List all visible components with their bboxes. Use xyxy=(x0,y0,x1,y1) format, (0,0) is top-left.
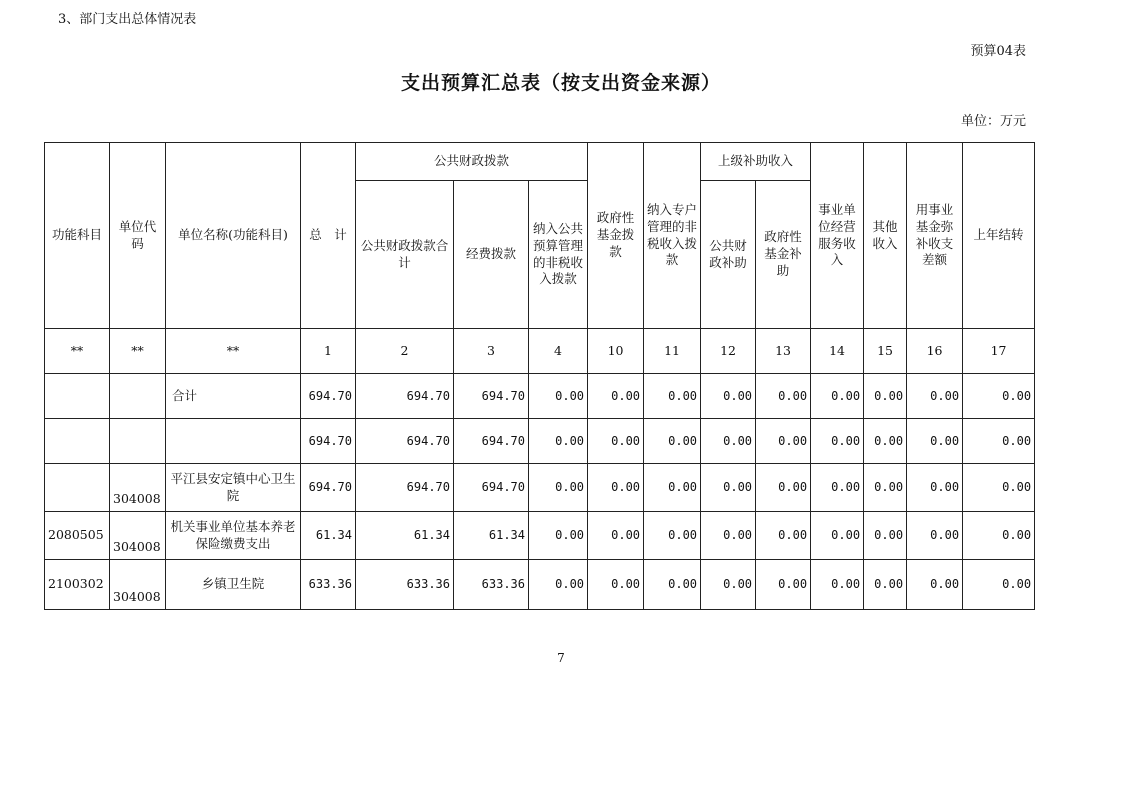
value-cell: 694.70 xyxy=(301,464,356,512)
code-cell xyxy=(110,374,166,419)
code-cell xyxy=(110,419,166,464)
func-cell: 2080505 xyxy=(45,512,110,560)
header-public-finance-subtotal: 公共财政拨款合计 xyxy=(356,181,454,329)
table-row xyxy=(45,374,1035,419)
index-cell: 1 xyxy=(301,329,356,374)
func-cell: 2100302 xyxy=(45,560,110,610)
value-cell: 0.00 xyxy=(644,560,701,610)
code-cell: 304008 xyxy=(110,464,166,512)
value-cell: 633.36 xyxy=(454,560,529,610)
table-header xyxy=(45,143,1035,374)
func-cell xyxy=(45,419,110,464)
value-cell: 0.00 xyxy=(588,512,644,560)
value-cell: 0.00 xyxy=(811,464,864,512)
index-cell: ** xyxy=(45,329,110,374)
code-cell: 304008 xyxy=(110,560,166,610)
value-cell: 0.00 xyxy=(529,419,588,464)
header-public-finance-subsidy: 公共财政补助 xyxy=(701,181,756,329)
index-cell: 13 xyxy=(756,329,811,374)
index-cell: 4 xyxy=(529,329,588,374)
value-cell: 694.70 xyxy=(301,374,356,419)
value-cell: 0.00 xyxy=(811,374,864,419)
name-cell: 平江县安定镇中心卫生院 xyxy=(166,464,301,512)
value-cell: 0.00 xyxy=(864,464,907,512)
header-special-nontax: 纳入专户管理的非税收入拨款 xyxy=(644,143,701,329)
header-gov-fund-subsidy: 政府性基金补助 xyxy=(756,181,811,329)
value-cell: 0.00 xyxy=(701,374,756,419)
index-cell: 14 xyxy=(811,329,864,374)
header-gov-fund: 政府性基金拨款 xyxy=(588,143,644,329)
header-public-finance-group: 公共财政拨款 xyxy=(356,143,588,181)
value-cell: 61.34 xyxy=(301,512,356,560)
header-unit-code: 单位代码 xyxy=(110,143,166,329)
index-cell: 16 xyxy=(907,329,963,374)
value-cell: 694.70 xyxy=(454,419,529,464)
value-cell: 0.00 xyxy=(907,374,963,419)
value-cell: 0.00 xyxy=(529,560,588,610)
budget-table xyxy=(44,142,1035,610)
value-cell: 694.70 xyxy=(356,464,454,512)
value-cell: 0.00 xyxy=(963,464,1035,512)
value-cell: 0.00 xyxy=(588,419,644,464)
table-body xyxy=(45,374,1035,610)
header-total: 总 计 xyxy=(301,143,356,329)
value-cell: 0.00 xyxy=(529,512,588,560)
value-cell: 0.00 xyxy=(756,464,811,512)
value-cell: 694.70 xyxy=(356,374,454,419)
value-cell: 0.00 xyxy=(588,374,644,419)
value-cell: 0.00 xyxy=(529,374,588,419)
value-cell: 0.00 xyxy=(864,419,907,464)
value-cell: 0.00 xyxy=(811,560,864,610)
header-fund-make-up: 用事业基金弥补收支差额 xyxy=(907,143,963,329)
value-cell: 0.00 xyxy=(864,560,907,610)
value-cell: 0.00 xyxy=(811,419,864,464)
value-cell: 61.34 xyxy=(356,512,454,560)
value-cell: 0.00 xyxy=(701,419,756,464)
value-cell: 0.00 xyxy=(963,374,1035,419)
value-cell: 0.00 xyxy=(756,512,811,560)
index-cell: 2 xyxy=(356,329,454,374)
value-cell: 0.00 xyxy=(907,560,963,610)
value-cell: 0.00 xyxy=(864,512,907,560)
value-cell: 0.00 xyxy=(907,512,963,560)
index-cell: 11 xyxy=(644,329,701,374)
func-cell xyxy=(45,464,110,512)
value-cell: 0.00 xyxy=(811,512,864,560)
header-nontax-budget: 纳入公共预算管理的非税收入拨款 xyxy=(529,181,588,329)
unit-label: 单位：万元 xyxy=(960,114,1026,129)
value-cell: 0.00 xyxy=(529,464,588,512)
header-prior-year-carryover: 上年结转 xyxy=(963,143,1035,329)
value-cell: 0.00 xyxy=(756,560,811,610)
name-cell: 机关事业单位基本养老保险缴费支出 xyxy=(166,512,301,560)
section-heading: 3、部门支出总体情况表 xyxy=(58,12,197,27)
value-cell: 0.00 xyxy=(963,512,1035,560)
value-cell: 694.70 xyxy=(356,419,454,464)
name-cell: 合计 xyxy=(166,374,301,419)
page-number: 7 xyxy=(557,651,565,665)
page-title: 支出预算汇总表（按支出资金来源） xyxy=(400,72,721,94)
header-other-income: 其他收入 xyxy=(864,143,907,329)
code-cell: 304008 xyxy=(110,512,166,560)
index-cell: 15 xyxy=(864,329,907,374)
value-cell: 633.36 xyxy=(356,560,454,610)
name-cell: 乡镇卫生院 xyxy=(166,560,301,610)
value-cell: 0.00 xyxy=(907,419,963,464)
value-cell: 0.00 xyxy=(644,419,701,464)
index-cell: 17 xyxy=(963,329,1035,374)
value-cell: 0.00 xyxy=(963,419,1035,464)
index-cell: 10 xyxy=(588,329,644,374)
value-cell: 0.00 xyxy=(701,464,756,512)
index-row xyxy=(45,329,1035,374)
value-cell: 0.00 xyxy=(644,512,701,560)
name-cell xyxy=(166,419,301,464)
header-operating-funds: 经费拨款 xyxy=(454,181,529,329)
index-cell: 3 xyxy=(454,329,529,374)
index-cell: ** xyxy=(166,329,301,374)
table-row xyxy=(45,512,1035,560)
value-cell: 0.00 xyxy=(588,464,644,512)
value-cell: 633.36 xyxy=(301,560,356,610)
value-cell: 0.00 xyxy=(756,419,811,464)
value-cell: 0.00 xyxy=(588,560,644,610)
index-cell: 12 xyxy=(701,329,756,374)
value-cell: 0.00 xyxy=(907,464,963,512)
value-cell: 694.70 xyxy=(301,419,356,464)
value-cell: 0.00 xyxy=(864,374,907,419)
header-func-subject: 功能科目 xyxy=(45,143,110,329)
index-cell: ** xyxy=(110,329,166,374)
value-cell: 61.34 xyxy=(454,512,529,560)
header-superior-subsidy-group: 上级补助收入 xyxy=(701,143,811,181)
header-unit-name: 单位名称(功能科目) xyxy=(166,143,301,329)
table-row xyxy=(45,419,1035,464)
table-row xyxy=(45,464,1035,512)
value-cell: 0.00 xyxy=(701,560,756,610)
value-cell: 0.00 xyxy=(701,512,756,560)
value-cell: 0.00 xyxy=(756,374,811,419)
header-service-income: 事业单位经营服务收入 xyxy=(811,143,864,329)
form-number: 预算04表 xyxy=(970,44,1026,59)
value-cell: 0.00 xyxy=(644,374,701,419)
func-cell xyxy=(45,374,110,419)
value-cell: 694.70 xyxy=(454,464,529,512)
value-cell: 0.00 xyxy=(644,464,701,512)
value-cell: 694.70 xyxy=(454,374,529,419)
table-row xyxy=(45,560,1035,610)
value-cell: 0.00 xyxy=(963,560,1035,610)
